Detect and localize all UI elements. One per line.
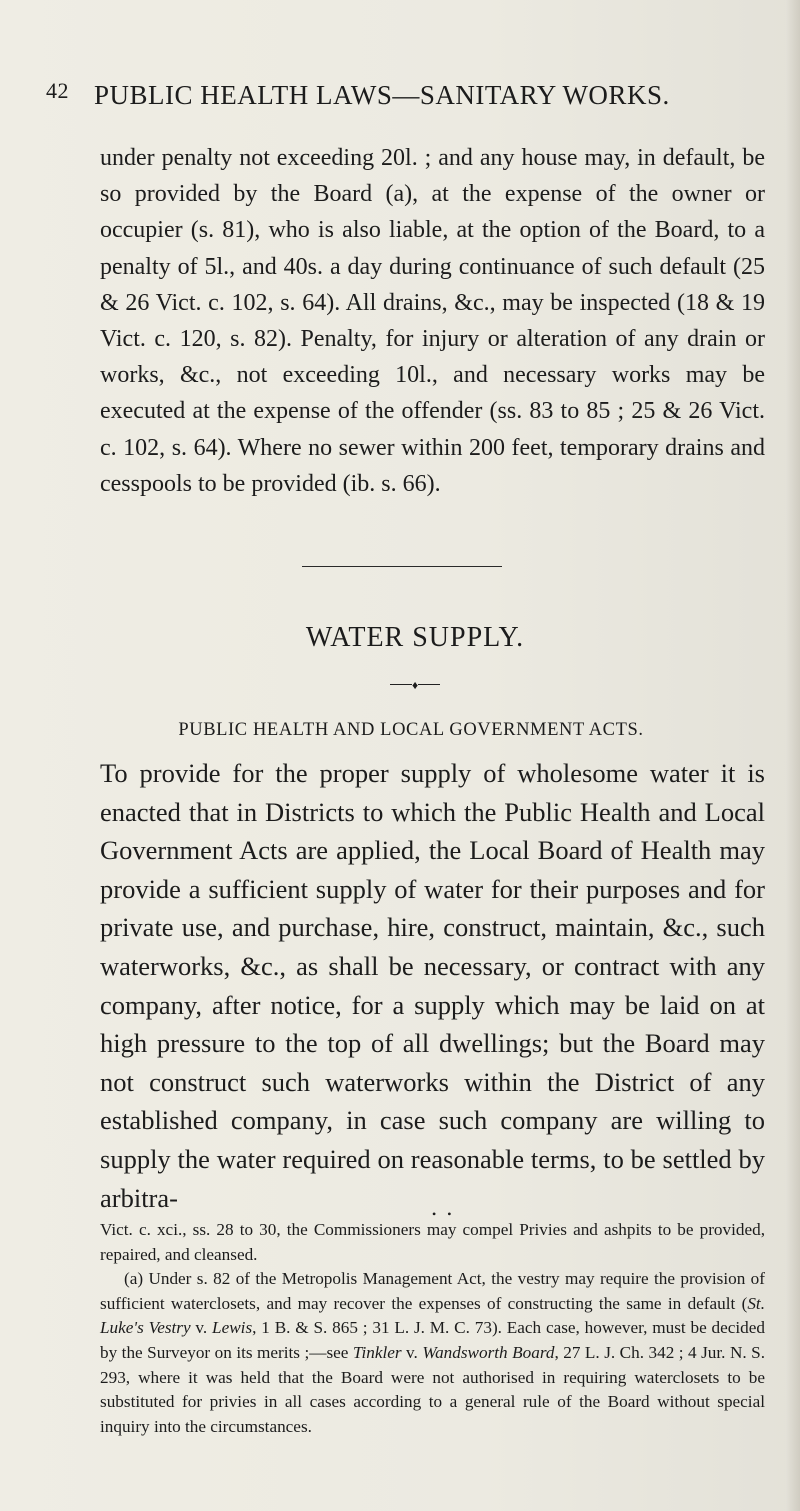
continued-paragraph-block: [100, 140, 765, 502]
page-number: 42: [46, 78, 69, 103]
footnote-a: [100, 1267, 765, 1439]
section-divider-rule: [302, 566, 502, 567]
case-name-wandsworth-board: Wandsworth Board: [422, 1342, 555, 1362]
ornament-line-right: [418, 684, 440, 685]
diamond-ornament-icon: ♦: [411, 678, 419, 692]
footnote-continued: Vict. c. xci., ss. 28 to 30, the Commissioners may compel Privies and ashpits to be provided, repaired, and cleansed.: [100, 1220, 765, 1264]
case-name-lewis: Lewis: [212, 1318, 253, 1338]
main-paragraph-block: [100, 754, 765, 1217]
footnote-a-text-4: v.: [401, 1342, 423, 1362]
footnote-a-text-3: , 1 B. & S. 865 ; 31 L. J. M. C. 73). Each case, however, must be decided by the Surveyor on its merits ;—see: [100, 1318, 766, 1362]
section-title: WATER SUPPLY.: [305, 622, 525, 653]
subsection-title: PUBLIC HEALTH AND LOCAL GOVERNMENT ACTS.: [178, 720, 644, 740]
footnote-a-text-2: v.: [190, 1318, 213, 1338]
footnote-a-text-5: , 27 L. J. Ch. 342 ; 4 Jur. N. S. 293, where it was held that the Board were not authorised in requiring waterclosets to be substituted for privies in all cases according to a general rule of the Board without special inquiry into the circumstances.: [100, 1342, 765, 1436]
running-title: PUBLIC HEALTH LAWS—SANITARY WORKS.: [94, 80, 670, 110]
signature-mark: • •: [432, 1207, 456, 1221]
case-name-st-lukes-vestry: St. Luke's Vestry: [100, 1293, 765, 1338]
running-header: [46, 78, 766, 111]
ornament-line-left: [390, 684, 412, 685]
case-name-tinkler: Tinkler: [352, 1342, 402, 1362]
section-ornament: [0, 678, 800, 693]
footnotes: [100, 1218, 765, 1439]
continued-paragraph: under penalty not exceeding 20l. ; and any house may, in default, be so provided by the Board (a), at the expense of the owner or occupier (s. 81), who is also liable, at the option of the Board, to a penalty of 5l., and 40s. a day during continuance of such default (25 & 26 Vict. c. 102, s. 64). All drains, &c., may be inspected (18 & 19 Vict. c. 120, s. 82). Penalty, for injury or alteration of any drain or works, &c., not exceeding 10l., and necessary works may be executed at the expense of the offender (ss. 83 to 85 ; 25 & 26 Vict. c. 102, s. 64). Where no sewer within 200 feet, temporary drains and cesspools to be provided (ib. s. 66).: [100, 145, 765, 497]
footnote-a-text-1: (a) Under s. 82 of the Metropolis Management Act, the vestry may require the provision of sufficient waterclosets, and may recover the expenses of constructing the same in default (: [100, 1269, 765, 1313]
page-edge-shadow: [786, 0, 800, 1511]
main-paragraph: To provide for the proper supply of wholesome water it is enacted that in Districts to which the Public Health and Local Government Acts are applied, the Local Board of Health may provide a sufficient supply of water for their purposes and for private use, and purchase, hire, construct, maintain, &c., such waterworks, &c., as shall be necessary, or contract with any company, after notice, for a supply which may be laid on at high pressure to the top of all dwellings; but the Board may not construct such waterworks within the District of any established company, in case such company are willing to supply the water required on reasonable terms, to be settled by arbitra-: [100, 758, 765, 1213]
